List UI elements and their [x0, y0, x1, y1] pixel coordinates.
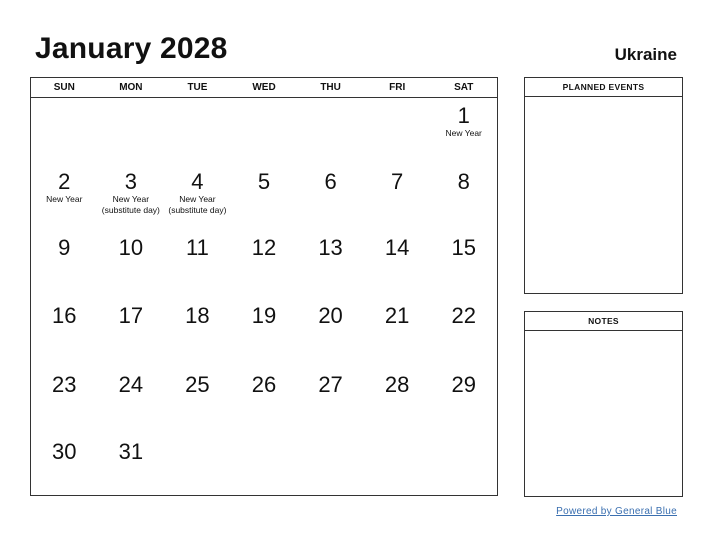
day-cell [164, 170, 231, 216]
day-cell [430, 104, 497, 139]
day-number: 5 [257, 169, 271, 194]
day-number: 3 [124, 169, 137, 194]
day-number: 29 [451, 372, 476, 397]
weekday-sat: SAT [454, 82, 474, 93]
day-cell [297, 170, 364, 194]
calendar-body [31, 98, 497, 496]
weekday-header [31, 78, 497, 98]
day-number: 11 [186, 235, 209, 260]
notes-panel [524, 311, 683, 497]
day-cell [430, 236, 497, 260]
day-number: 9 [58, 235, 71, 260]
day-number: 22 [451, 303, 476, 328]
day-number: 21 [384, 303, 410, 328]
holiday-label: New Year [112, 194, 150, 204]
day-cell [31, 373, 98, 397]
powered-by-link[interactable]: Powered by General Blue [556, 506, 677, 517]
country-label: Ukraine [614, 45, 677, 64]
weekday-wed: WED [252, 82, 276, 93]
day-number: 15 [451, 235, 476, 260]
day-cell [364, 170, 431, 194]
day-cell [164, 373, 231, 397]
day-number: 7 [391, 169, 404, 194]
weekday-fri: FRI [389, 82, 406, 93]
day-cell [297, 373, 364, 397]
holiday-label: (substitute day) [101, 205, 160, 215]
day-cell [164, 304, 231, 328]
day-cell [297, 304, 364, 328]
day-number: 27 [318, 372, 343, 397]
holiday-label: New Year [179, 194, 216, 204]
day-number: 1 [457, 103, 470, 128]
day-cell [164, 236, 231, 260]
day-cell [98, 373, 165, 397]
day-number: 4 [191, 169, 204, 194]
day-number: 14 [384, 235, 410, 260]
day-number: 31 [118, 439, 144, 464]
day-cell [31, 304, 98, 328]
day-cell [98, 440, 165, 464]
holiday-label: New Year [46, 194, 83, 204]
day-number: 2 [58, 169, 71, 194]
day-cell [364, 304, 431, 328]
day-cell [231, 373, 298, 397]
day-number: 25 [185, 372, 210, 397]
day-cell [430, 373, 497, 397]
day-cell [430, 304, 497, 328]
weekday-tue: TUE [187, 82, 208, 93]
day-number: 26 [251, 372, 277, 397]
day-number: 6 [324, 169, 337, 194]
calendar-grid [30, 77, 498, 496]
day-number: 28 [384, 372, 410, 397]
planned-events-panel [524, 77, 683, 294]
notes-heading: NOTES [525, 312, 682, 331]
day-number: 30 [52, 439, 77, 464]
page-title: January 2028 [35, 32, 228, 65]
day-cell [364, 236, 431, 260]
day-number: 16 [52, 303, 77, 328]
day-cell [231, 170, 298, 194]
day-number: 13 [318, 235, 343, 260]
day-number: 10 [118, 235, 144, 260]
day-number: 24 [118, 372, 144, 397]
weekday-sun: SUN [53, 82, 75, 93]
day-number: 19 [251, 303, 277, 328]
holiday-label: New Year [445, 128, 482, 138]
day-cell [31, 440, 98, 464]
holiday-label: (substitute day) [168, 205, 227, 215]
day-cell [364, 373, 431, 397]
day-number: 18 [185, 303, 210, 328]
weekday-thu: THU [320, 82, 341, 93]
day-cell [98, 236, 165, 260]
day-number: 12 [251, 235, 277, 260]
planned-events-heading: PLANNED EVENTS [525, 78, 682, 97]
day-number: 17 [118, 303, 144, 328]
day-number: 23 [52, 372, 77, 397]
weekday-mon: MON [119, 82, 143, 93]
day-cell [231, 304, 298, 328]
day-cell [98, 304, 165, 328]
day-cell [297, 236, 364, 260]
day-number: 8 [457, 169, 470, 194]
day-cell [231, 236, 298, 260]
day-cell [430, 170, 497, 194]
day-cell [31, 236, 98, 260]
day-number: 20 [318, 303, 343, 328]
